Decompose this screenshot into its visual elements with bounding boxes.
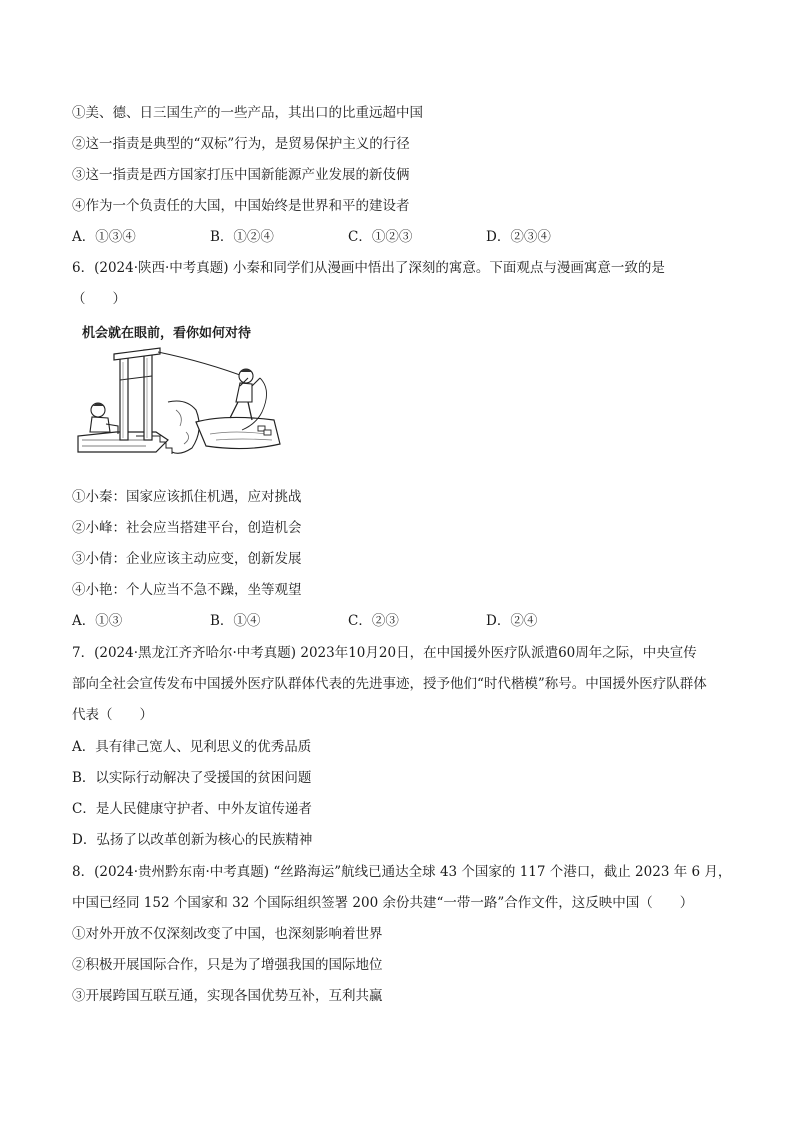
q7-choice-c[interactable]: C．是人民健康守护者、中外友谊传递者 (72, 801, 312, 817)
cartoon-illustration (76, 340, 286, 458)
q6-statement-1: ①小秦：国家应该抓住机遇，应对挑战 (72, 489, 302, 505)
q6-statement-3: ③小倩：企业应该主动应变，创新发展 (72, 551, 302, 567)
q5-option-a[interactable]: A．①③④ (72, 229, 136, 245)
q7-stem-line-2: 部向全社会宣传发布中国援外医疗队群体代表的先进事迹，授予他们“时代楷模”称号。中国援外医疗队群体 (72, 676, 707, 692)
q6-stem-line-2: （ ） (72, 291, 126, 307)
q7-choice-b[interactable]: B．以实际行动解决了受援国的贫困问题 (72, 770, 312, 786)
q8-stem-line-2: 中国已经同 152 个国家和 32 个国际组织签署 200 余份共建“一带一路”合作文件，这反映中国（ ） (72, 895, 694, 911)
q5-statement-4: ④作为一个负责任的大国，中国始终是世界和平的建设者 (72, 198, 410, 214)
q7-choice-a[interactable]: A．具有律己宽人、见利思义的优秀品质 (72, 739, 312, 755)
q7-stem-line-3: 代表（ ） (72, 707, 153, 723)
q8-statement-1: ①对外开放不仅深刻改变了中国，也深刻影响着世界 (72, 926, 383, 942)
q6-statement-4: ④小艳：个人应当不急不躁，坐等观望 (72, 582, 302, 598)
q5-statement-2: ②这一指责是典型的“双标”行为，是贸易保护主义的行径 (72, 136, 410, 152)
q5-option-c[interactable]: C．①②③ (348, 229, 413, 245)
q5-statement-1: ①美、德、日三国生产的一些产品，其出口的比重远超中国 (72, 105, 423, 121)
q7-stem-line-1: 7．(2024·黑龙江齐齐哈尔·中考真题) 2023年10月20日，在中国援外医疗队派遣60周年之际，中央宣传 (72, 645, 697, 661)
q6-option-d[interactable]: D．②④ (486, 613, 538, 629)
q7-choice-d[interactable]: D．弘扬了以改革创新为核心的民族精神 (72, 832, 313, 848)
q5-option-d[interactable]: D．②③④ (486, 229, 551, 245)
cartoon-title: 机会就在眼前，看你如何对待 (82, 326, 252, 341)
q6-stem-line-1: 6．(2024·陕西·中考真题) 小秦和同学们从漫画中悟出了深刻的寓意。下面观点与漫画寓意一致的是 (72, 260, 665, 276)
q6-option-c[interactable]: C．②③ (348, 613, 399, 629)
q8-stem-line-1: 8．(2024·贵州黔东南·中考真题) “丝路海运”航线已通达全球 43 个国家的 117 个港口，截止 2023 年 6 月， (72, 864, 732, 880)
q6-option-a[interactable]: A．①③ (72, 613, 123, 629)
q6-statement-2: ②小峰：社会应当搭建平台，创造机会 (72, 520, 302, 536)
q6-cartoon (76, 318, 286, 458)
q8-statement-3: ③开展跨国互联互通，实现各国优势互补，互利共赢 (72, 988, 383, 1004)
q5-statement-3: ③这一指责是西方国家打压中国新能源产业发展的新伎俩 (72, 167, 410, 183)
q8-statement-2: ②积极开展国际合作，只是为了增强我国的国际地位 (72, 957, 383, 973)
q5-option-b[interactable]: B．①②④ (210, 229, 274, 245)
q6-option-b[interactable]: B．①④ (210, 613, 261, 629)
